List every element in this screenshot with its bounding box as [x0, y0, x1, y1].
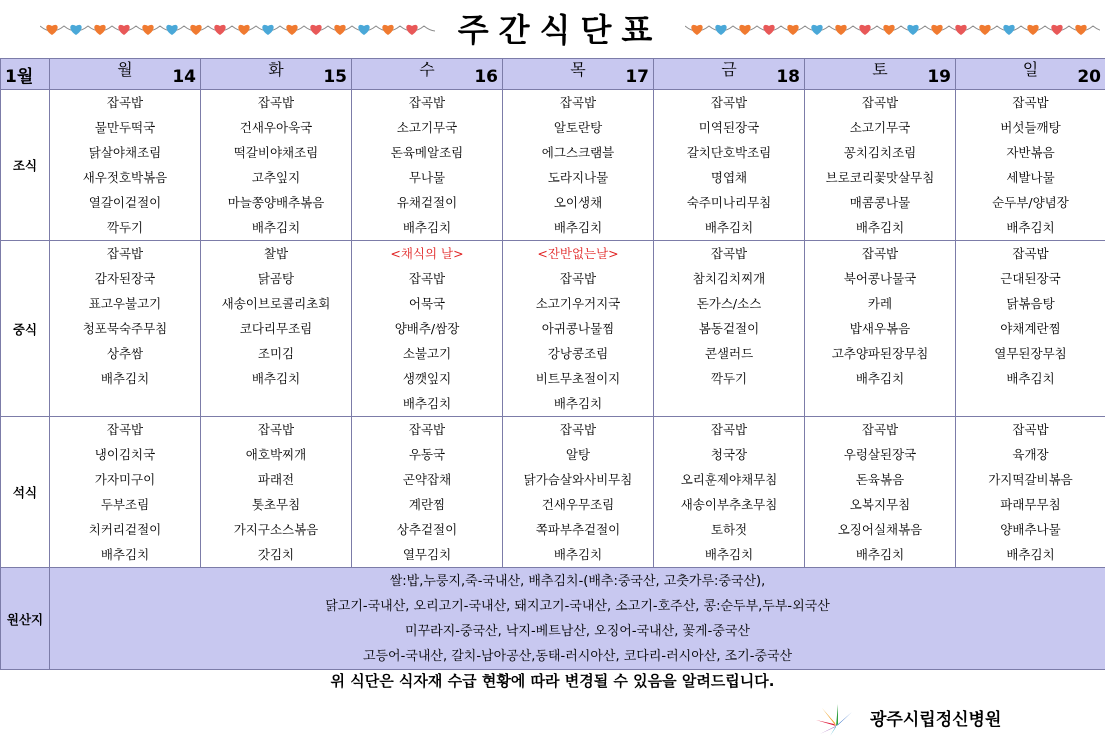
menu-item: 배추김치 [553, 396, 603, 411]
menu-item: 잡곡밥 [408, 422, 446, 437]
menu-item: 치커리겉절이 [88, 522, 162, 537]
day-name: 일 [1022, 60, 1039, 79]
heart-icon [1003, 25, 1014, 35]
menu-cell-wed [352, 241, 503, 417]
menu-item: 상추쌈 [106, 346, 144, 361]
menu-item: 조미김 [257, 346, 295, 361]
menu-item: 닭곰탕 [257, 271, 295, 286]
menu-item: 감자된장국 [94, 271, 156, 286]
menu-item: 잡곡밥 [559, 271, 597, 286]
menu-item: 배추김치 [251, 371, 301, 386]
origin-row [1, 568, 1105, 670]
heart-garland-right-icon [685, 18, 1100, 40]
menu-cell-sun [956, 90, 1105, 241]
menu-item: 콘샐러드 [704, 346, 754, 361]
menu-cell-thu [503, 241, 654, 417]
menu-item: 상추겉절이 [396, 522, 458, 537]
menu-item: 배추김치 [553, 547, 603, 562]
meal-label: 중식 [1, 241, 50, 417]
menu-item: 잡곡밥 [861, 422, 899, 437]
menu-item: 두부조림 [100, 497, 150, 512]
heart-icon [286, 25, 297, 35]
heart-icon [787, 25, 798, 35]
menu-item: 열무김치 [402, 547, 452, 562]
day-header-tue [201, 59, 352, 90]
menu-item: 건새우무조림 [541, 497, 615, 512]
menu-item: 잡곡밥 [861, 95, 899, 110]
menu-item: 깍두기 [710, 371, 748, 386]
menu-item: 찰밥 [263, 246, 289, 261]
menu-item: 고추잎지 [251, 170, 301, 185]
menu-item: 북어콩나물국 [843, 271, 917, 286]
menu-item: 도라지나물 [547, 170, 609, 185]
heart-icon [406, 25, 417, 35]
menu-item: 야채계란찜 [1000, 321, 1061, 336]
menu-item: 계란찜 [408, 497, 446, 512]
menu-item: 마늘쫑양배추볶음 [227, 195, 325, 210]
menu-item: 오징어실채볶음 [837, 522, 923, 537]
origin-info [50, 568, 1105, 670]
menu-item: 꽁치김치조림 [843, 145, 917, 160]
menu-item: 알토란탕 [553, 120, 603, 135]
menu-cell-thu [503, 417, 654, 568]
menu-item: 배추김치 [1006, 220, 1055, 235]
menu-item: 갓김치 [257, 547, 295, 562]
heart-icon [118, 25, 129, 35]
menu-item: 카레 [867, 296, 893, 311]
menu-item: 소고기우거지국 [535, 296, 621, 311]
menu-item: 가자미구이 [94, 472, 156, 487]
menu-item: 새송이브로콜리초회 [221, 296, 331, 311]
menu-item: 잡곡밥 [1012, 95, 1049, 110]
menu-item: 갈치단호박조림 [686, 145, 772, 160]
menu-item: 배추김치 [855, 371, 905, 386]
menu-cell-mon [50, 417, 201, 568]
heart-icon [883, 25, 894, 35]
menu-item: 코다리무조림 [239, 321, 313, 336]
day-date: 16 [474, 67, 498, 87]
menu-item: 잡곡밥 [106, 422, 144, 437]
menu-item: 오복지무침 [849, 497, 911, 512]
heart-icon [358, 25, 369, 35]
day-name: 토 [872, 60, 888, 79]
menu-item: 무나물 [408, 170, 446, 185]
heart-icon [1027, 25, 1038, 35]
meal-row [1, 417, 1105, 568]
menu-item: 자반볶음 [1006, 145, 1055, 160]
menu-item: 봄동겉절이 [698, 321, 760, 336]
menu-cell-tue [201, 417, 352, 568]
menu-item: 쪽파부추겉절이 [535, 522, 621, 537]
menu-item: 청포묵숙주무침 [82, 321, 168, 336]
menu-item: 잡곡밥 [1012, 246, 1049, 261]
menu-cell-wed [352, 417, 503, 568]
menu-item: <채식의 날> [390, 246, 464, 261]
menu-item: 생깻잎지 [402, 371, 452, 386]
day-header-thu [503, 59, 654, 90]
menu-item: 소고기무국 [396, 120, 458, 135]
day-header-sun [956, 59, 1105, 90]
day-header-sat [805, 59, 956, 90]
weekly-menu-table [0, 58, 1105, 670]
menu-item: 브로코리꽃맛살무침 [825, 170, 935, 185]
menu-item: 배추김치 [553, 220, 603, 235]
menu-item: 버섯들깨탕 [1000, 120, 1061, 135]
origin-line: 쌀:밥,누룽지,죽-국내산, 배추김치-(배추:중국산, 고춧가루:중국산), [389, 573, 766, 589]
day-header-mon [50, 59, 201, 90]
menu-cell-tue [201, 241, 352, 417]
menu-item: <잔반없는날> [537, 246, 619, 261]
menu-item: 톳초무침 [251, 497, 301, 512]
heart-garland-left-icon [40, 18, 435, 40]
menu-item: 파래무무침 [1000, 497, 1061, 512]
heart-icon [46, 25, 57, 35]
heart-garland-left [40, 18, 435, 40]
origin-line: 닭고기-국내산, 오리고기-국내산, 돼지고기-국내산, 소고기-호주산, 콩:순두부,두부-외국산 [325, 598, 830, 614]
menu-item: 잡곡밥 [861, 246, 899, 261]
menu-item: 소불고기 [402, 346, 452, 361]
menu-cell-fri [654, 90, 805, 241]
heart-icon [859, 25, 870, 35]
heart-icon [214, 25, 225, 35]
heart-icon [715, 25, 726, 35]
menu-item: 닭살야채조림 [88, 145, 162, 160]
heart-icon [691, 25, 702, 35]
heart-icon [238, 25, 249, 35]
menu-item: 배추김치 [251, 220, 301, 235]
menu-item: 잡곡밥 [710, 422, 748, 437]
menu-item: 열무된장무침 [994, 346, 1067, 361]
day-date: 20 [1077, 67, 1101, 87]
meal-row [1, 241, 1105, 417]
menu-cell-sat [805, 417, 956, 568]
month-label: 1월 [1, 59, 50, 90]
menu-item: 잡곡밥 [106, 95, 144, 110]
menu-cell-fri [654, 417, 805, 568]
menu-item: 에그스크램블 [541, 145, 615, 160]
menu-cell-sun [956, 417, 1105, 568]
menu-item: 아귀콩나물찜 [541, 321, 615, 336]
menu-cell-fri [654, 241, 805, 417]
menu-item: 떡갈비야채조림 [233, 145, 319, 160]
heart-icon [1075, 25, 1086, 35]
menu-item: 잡곡밥 [257, 95, 295, 110]
menu-item: 육개장 [1012, 447, 1049, 462]
menu-item: 돈가스/소스 [696, 296, 762, 311]
menu-item: 양배추/쌈장 [394, 321, 460, 336]
menu-item: 배추김치 [1006, 547, 1055, 562]
day-name: 월 [117, 60, 133, 79]
menu-item: 닭볶음탕 [1006, 296, 1055, 311]
menu-item: 잡곡밥 [710, 95, 748, 110]
heart-icon [739, 25, 750, 35]
day-date: 17 [625, 67, 649, 87]
menu-item: 어묵국 [408, 296, 446, 311]
menu-item: 숙주미나리무침 [686, 195, 772, 210]
menu-item: 건새우아욱국 [239, 120, 313, 135]
day-header-wed [352, 59, 503, 90]
menu-item: 미역된장국 [698, 120, 760, 135]
menu-item: 닭가슴살와사비무침 [523, 472, 633, 487]
menu-item: 소고기무국 [849, 120, 911, 135]
heart-icon [931, 25, 942, 35]
menu-item: 비트무초절이지 [535, 371, 621, 386]
heart-icon [334, 25, 345, 35]
day-name: 화 [268, 60, 284, 79]
menu-item: 열갈이겉절이 [88, 195, 162, 210]
menu-item: 잡곡밥 [710, 246, 748, 261]
origin-label: 원산지 [1, 568, 50, 670]
menu-item: 강낭콩조림 [547, 346, 609, 361]
menu-item: 잡곡밥 [559, 95, 597, 110]
menu-item: 명엽채 [710, 170, 748, 185]
day-header-fri [654, 59, 805, 90]
day-date: 14 [172, 67, 196, 87]
menu-item: 잡곡밥 [408, 95, 446, 110]
heart-icon [94, 25, 105, 35]
menu-item: 표고우불고기 [88, 296, 162, 311]
menu-item: 돈육메알조림 [390, 145, 464, 160]
heart-icon [382, 25, 393, 35]
hospital-logo-icon [812, 700, 856, 736]
heart-icon [310, 25, 321, 35]
menu-item: 잡곡밥 [106, 246, 144, 261]
menu-item: 배추김치 [100, 371, 150, 386]
menu-cell-tue [201, 90, 352, 241]
menu-cell-sat [805, 90, 956, 241]
menu-item: 깍두기 [106, 220, 144, 235]
menu-item: 잡곡밥 [1012, 422, 1049, 437]
menu-item: 새우젓호박볶음 [82, 170, 168, 185]
heart-icon [142, 25, 153, 35]
menu-item: 우동국 [408, 447, 446, 462]
menu-item: 밥새우볶음 [849, 321, 911, 336]
heart-icon [763, 25, 774, 35]
page-title: 주간식단표 [457, 11, 663, 49]
origin-line: 고등어-국내산, 갈치-남아공산,동태-러시아산, 코다리-러시아산, 조기-중국산 [362, 648, 793, 664]
menu-item: 오리훈제야채무침 [680, 472, 778, 487]
menu-item: 돈육볶음 [855, 472, 905, 487]
menu-item: 곤약잡채 [402, 472, 452, 487]
menu-item: 배추김치 [100, 547, 150, 562]
menu-item: 물만두떡국 [94, 120, 156, 135]
menu-item: 파래전 [257, 472, 295, 487]
menu-item: 새송이부추초무침 [680, 497, 778, 512]
menu-cell-sun [956, 241, 1105, 417]
menu-item: 가지구소스볶음 [233, 522, 319, 537]
header-row [1, 59, 1105, 90]
menu-item: 배추김치 [704, 220, 754, 235]
menu-cell-mon [50, 90, 201, 241]
menu-item: 애호박찌개 [245, 447, 307, 462]
meal-label: 조식 [1, 90, 50, 241]
menu-item: 잡곡밥 [559, 422, 597, 437]
day-name: 수 [419, 60, 435, 79]
menu-item: 우렁살된장국 [843, 447, 917, 462]
heart-icon [70, 25, 81, 35]
menu-item: 유채겉절이 [396, 195, 458, 210]
origin-line: 미꾸라지-중국산, 낙지-베트남산, 오징어-국내산, 꽃게-중국산 [405, 623, 750, 639]
menu-cell-mon [50, 241, 201, 417]
day-name: 목 [570, 60, 586, 79]
menu-item: 매콤콩나물 [849, 195, 911, 210]
heart-icon [811, 25, 822, 35]
menu-item: 배추김치 [402, 220, 452, 235]
menu-item: 배추김치 [855, 220, 905, 235]
menu-item: 가지떡갈비볶음 [988, 472, 1073, 487]
menu-cell-wed [352, 90, 503, 241]
hospital-name: 광주시립정신병원 [870, 710, 1002, 730]
menu-item: 잡곡밥 [408, 271, 446, 286]
day-date: 15 [323, 67, 347, 87]
menu-cell-sat [805, 241, 956, 417]
menu-item: 근대된장국 [1000, 271, 1061, 286]
menu-item: 배추김치 [1006, 371, 1055, 386]
day-date: 18 [776, 67, 800, 87]
meal-label: 석식 [1, 417, 50, 568]
menu-item: 고추양파된장무침 [831, 346, 929, 361]
day-name: 금 [721, 60, 737, 79]
heart-icon [1051, 25, 1062, 35]
heart-garland-right [685, 18, 1100, 40]
heart-icon [262, 25, 273, 35]
menu-item: 청국장 [710, 447, 748, 462]
menu-item: 세발나물 [1006, 170, 1055, 185]
heart-icon [166, 25, 177, 35]
menu-item: 배추김치 [855, 547, 905, 562]
menu-cell-thu [503, 90, 654, 241]
heart-icon [835, 25, 846, 35]
heart-icon [955, 25, 966, 35]
menu-item: 토하젓 [710, 522, 748, 537]
meal-row [1, 90, 1105, 241]
menu-item: 양배추나물 [1000, 522, 1061, 537]
menu-item: 참치김치찌개 [692, 271, 766, 286]
heart-icon [190, 25, 201, 35]
menu-item: 배추김치 [704, 547, 754, 562]
notice-text: 위 식단은 식자재 수급 현황에 따라 변경될 수 있음을 알려드립니다. [330, 672, 775, 690]
menu-item: 오이생채 [553, 195, 603, 210]
menu-item: 배추김치 [402, 396, 452, 411]
day-date: 19 [927, 67, 951, 87]
heart-icon [979, 25, 990, 35]
menu-item: 잡곡밥 [257, 422, 295, 437]
menu-item: 냉이김치국 [94, 447, 156, 462]
heart-icon [907, 25, 918, 35]
menu-item: 순두부/양념장 [992, 195, 1069, 210]
menu-item: 알탕 [565, 447, 591, 462]
